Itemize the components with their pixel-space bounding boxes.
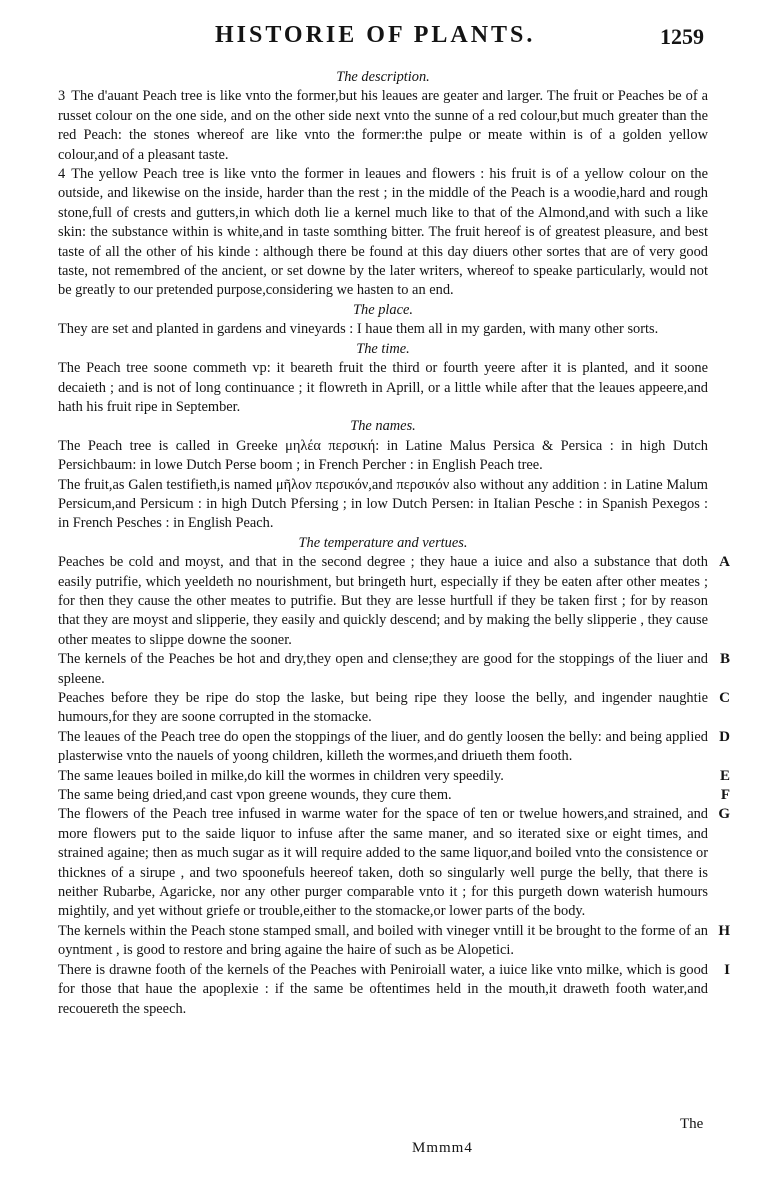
paragraph: [58, 87, 708, 165]
margin-letter: H: [718, 922, 730, 939]
section-heading: The description.: [336, 69, 430, 85]
margin-letter: C: [719, 690, 730, 706]
paragraph: [58, 786, 730, 805]
paragraph-text: The Peach tree is called in Greeke μηλέα περσική: in Latine Malus Persica & Persica : in high Dutch Persichbaum: in lowe Dutch Perse boom ; in French Percher : in English Peach tree.: [58, 437, 708, 474]
page-footer: [0, 1116, 765, 1180]
paragraph: [58, 359, 708, 417]
paragraph-text: The kernels within the Peach stone stamped small, and boiled with vineger vntill it be brought to the forme of an oyntment , is good to restore and bring againe the haire of such as be Alopetici.: [58, 922, 708, 959]
margin-letter: I: [724, 961, 730, 978]
catchword: The: [680, 1116, 704, 1132]
paragraph: [58, 553, 730, 650]
margin-letter: E: [719, 767, 730, 784]
paragraph-text: The yellow Peach tree is like vnto the former in leaues and flowers : his fruit is of a yellow colour on the outside, and likewise on the inside, harder than the rest ; in the middle of the Peach is a woodie,hard and rough stone,full of crests and gutters,in which doth lie a kernel much like to that of the Almond,and with such a like skin: the substance within is white,and in taste somthing bitter. The fruit hereof is of greatest pleasure, and best taste of all the other of his kinde : although there be found at this day diuers other sortes that are of very good taste, not remembred of the ancient, or set downe by the later writers, whereof to speake particularly, would not be greatly to our pretended purpose,considering we hasten to an end.: [58, 166, 708, 299]
paragraph: [58, 320, 708, 339]
section-heading: The temperature and vertues.: [298, 534, 468, 551]
page-header: [0, 22, 765, 52]
paragraph: [58, 728, 730, 767]
paragraph-text: The leaues of the Peach tree do open the stoppings of the liuer, and do gently loosen the belly: and being applied plasterwise vnto the nauels of yoong children, killeth the wormes,and driueth them footh.: [58, 728, 708, 765]
margin-letter: A: [719, 554, 730, 571]
paragraph: [58, 767, 730, 786]
margin-letter: G: [718, 806, 730, 823]
margin-letter: B: [719, 651, 730, 668]
margin-letter: F: [720, 787, 730, 804]
paragraph: [58, 961, 730, 1019]
paragraph-number: 4: [58, 166, 66, 183]
paragraph: [58, 437, 708, 476]
paragraph-text: The same leaues boiled in milke,do kill the wormes in children very speedily.: [58, 767, 504, 784]
paragraph-text: The kernels of the Peaches be hot and dry,they open and clense;they are good for the stoppings of the liuer and spleene.: [58, 651, 708, 687]
paragraph-text: They are set and planted in gardens and vineyards : I haue them all in my garden, with many other sorts.: [58, 321, 659, 338]
paragraph-text: The flowers of the Peach tree infused in warme water for the space of ten or twelue howers,and strained, and more flowers put to the saide liquor to infuse after the same maner, and so iterated sixe or eight times, and strained againe; then as much sugar as it will require added to the same liquor,and boiled vnto the consistence or thicknes of a sirupe , and two spoonefuls heereof taken, doth so singularly well purge the belly, that there is neither Rubarbe, Agaricke, nor any other purger comparable vnto it ; for this purgeth down waterish humours mightily, and yet without griefe or trouble,either to the stomacke,or lower parts of the body.: [58, 806, 708, 920]
paragraph: [58, 165, 708, 301]
paragraph-number: 3: [58, 88, 66, 105]
section-heading: The names.: [350, 418, 416, 435]
margin-letter: D: [719, 728, 730, 745]
paragraph-text: Peaches before they be ripe do stop the laske, but being ripe they loose the belly, and ingender naughtie humours,for they are soone corrupted in the stomacke.: [58, 690, 708, 726]
paragraph-text: The same being dried,and cast vpon greene wounds, they cure them.: [58, 787, 452, 804]
main-text: [58, 68, 730, 1019]
paragraph-text: The d'auant Peach tree is like vnto the former,but his leaues are geater and larger. The fruit or Peaches be of a russet colour on the one side, and on the other side next vnto the sunne of a red colour,but much greater than the red Peach: the stones whereof are like vnto the former:the pulpe or meate within is of a golden yellow colour,and of a pleasant taste.: [58, 88, 708, 163]
paragraph-text: The fruit,as Galen testifieth,is named μῆλον περσικόν,and περσικόν also without any addition : in Latine Malum Persicum,and Persicum : in high Dutch Pfersing ; in low Dutch Persen: in Italian Pesche : in Spanish Pexegos : in French Pesches : in English Peach.: [58, 476, 708, 532]
signature-mark: Mmmm4: [412, 1140, 473, 1156]
paragraph-text: Peaches be cold and moyst, and that in the second degree ; they haue a iuice and also a substance that doth easily putrifie, which yeeldeth no nourishment, but bringeth hurt, especially if they be eaten after other meates ; for then they cause the other meates to putrifie. But they are lesse hurtfull if they be taken first ; for by reason that they are moyst and slipperie, they easily and quickly descend; and by making the belly slipperie , they cause other meates to slippe downe the sooner.: [58, 554, 708, 648]
section-heading: The place.: [353, 301, 413, 318]
paragraph: [58, 650, 730, 689]
paragraph-text: The Peach tree soone commeth vp: it beareth fruit the third or fourth yeere after it is planted, and it soone decaieth ; and is not of long continuance ; it flowreth in Aprill, or a little while after that the leaues appeere,and hath his fruit ripe in September.: [58, 360, 708, 415]
paragraph: [58, 689, 730, 728]
paragraph-text: There is drawne footh of the kernels of the Peaches with Peniroiall water, a iuice like vnto milke, which is good for those that haue the apoplexie : if the same be oftentimes held in the mouth,it draweth footh water,and recouereth the speech.: [58, 961, 708, 1017]
running-title: HISTORIE OF PLANTS.: [215, 22, 536, 48]
page-number: 1259: [660, 24, 704, 49]
section-heading: The time.: [356, 340, 410, 357]
paragraph: [58, 922, 730, 961]
paragraph: [58, 476, 708, 534]
paragraph: [58, 805, 730, 921]
